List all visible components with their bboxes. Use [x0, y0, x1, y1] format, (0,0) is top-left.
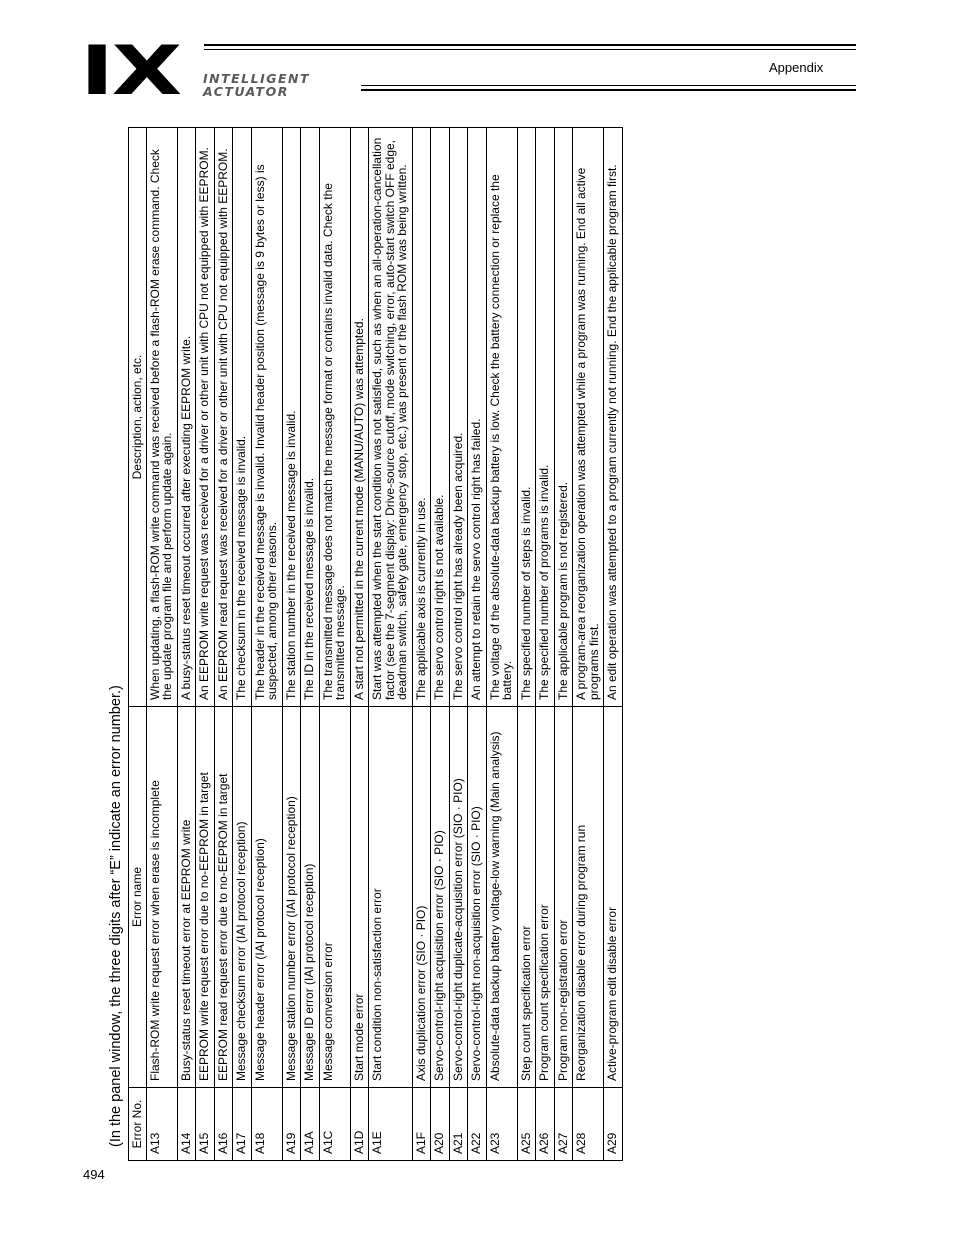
error-name-cell: Step count specification error	[517, 707, 536, 1088]
description-cell: The applicable axis is currently in use.	[412, 128, 431, 707]
error-name-cell: Busy-status reset timeout error at EEPROM write	[177, 707, 196, 1088]
error-number-cell: A13	[146, 1088, 177, 1161]
table-row	[369, 128, 413, 1161]
description-cell: An EEPROM read request was received for a driver or other unit with CPU not equipped with EEPROM.	[214, 128, 233, 707]
description-cell: The transmitted message does not match the message format or contains invalid data. Check the transmitted message.	[319, 128, 350, 707]
description-cell: The checksum in the received message is invalid.	[233, 128, 252, 707]
table-row	[517, 128, 536, 1161]
table-row	[233, 128, 252, 1161]
rotated-content	[108, 121, 778, 1161]
table-row	[214, 128, 233, 1161]
description-cell: The servo control right is not available.	[431, 128, 450, 707]
error-name-cell: Flash-ROM write request error when erase is incomplete	[146, 707, 177, 1088]
table-row	[146, 128, 177, 1161]
description-cell: The applicable program is not registered.	[554, 128, 573, 707]
ix-logo: IX	[80, 32, 180, 111]
logo-line-1: INTELLIGENT	[203, 71, 311, 86]
error-number-cell: A23	[486, 1088, 517, 1161]
error-name-cell: Start mode error	[350, 707, 369, 1088]
table-row	[431, 128, 450, 1161]
error-name-cell: Message station number error (IAI protocol reception)	[282, 707, 301, 1088]
table-row	[350, 128, 369, 1161]
column-header-error-name: Error name	[129, 707, 147, 1088]
logo-text	[203, 72, 310, 98]
error-number-cell: A29	[604, 1088, 623, 1161]
table-row	[196, 128, 215, 1161]
error-name-cell: EEPROM read request error due to no-EEPROM in target	[214, 707, 233, 1088]
description-cell: An edit operation was attempted to a program currently not running. End the applicable program first.	[604, 128, 623, 707]
description-cell: The station number in the received message is invalid.	[282, 128, 301, 707]
error-number-cell: A25	[517, 1088, 536, 1161]
error-number-cell: A20	[431, 1088, 450, 1161]
table-row	[319, 128, 350, 1161]
error-number-cell: A1A	[301, 1088, 320, 1161]
description-cell: A start not permitted in the current mode (MANU/AUTO) was attempted.	[350, 128, 369, 707]
logo-line-2: ACTUATOR	[203, 84, 289, 99]
table-row	[486, 128, 517, 1161]
table-row	[468, 128, 487, 1161]
table-row	[449, 128, 468, 1161]
error-name-cell: Axis duplication error (SIO · PIO)	[412, 707, 431, 1088]
error-name-cell: Absolute-data backup battery voltage-low warning (Main analysis)	[486, 707, 517, 1088]
header-rule	[204, 44, 856, 46]
error-name-cell: Servo-control-right duplicate-acquisition error (SIO · PIO)	[449, 707, 468, 1088]
error-number-cell: A14	[177, 1088, 196, 1161]
description-cell: An attempt to retain the servo control right has failed.	[468, 128, 487, 707]
table-row	[554, 128, 573, 1161]
section-title: Appendix	[769, 60, 824, 75]
column-header-error-no: Error No.	[129, 1088, 147, 1161]
description-cell: The servo control right has already been acquired.	[449, 128, 468, 707]
error-table	[128, 127, 623, 1161]
description-cell: Start was attempted when the start condition was not satisfied, such as when an all-operation-cancellation factor (see the 7-segment display: Drive-source cutoff, mode switching, error, auto-start switch OFF edge, deadman switch, safety gate, emergency stop, etc.) was present or the flash ROM was being written.	[369, 128, 413, 707]
header-rule	[361, 85, 856, 86]
error-name-cell: Program count specification error	[536, 707, 555, 1088]
error-name-cell: Reorganization disable error during program run	[573, 707, 604, 1088]
error-number-cell: A21	[449, 1088, 468, 1161]
error-name-cell: EEPROM write request error due to no-EEPROM in target	[196, 707, 215, 1088]
description-cell: An EEPROM write request was received for a driver or other unit with CPU not equipped with EEPROM.	[196, 128, 215, 707]
description-cell: The ID in the received message is invalid.	[301, 128, 320, 707]
error-name-cell: Start condition non-satisfaction error	[369, 707, 413, 1088]
table-header-row	[129, 128, 147, 1161]
column-header-description: Description, action, etc.	[129, 128, 147, 707]
error-number-cell: A19	[282, 1088, 301, 1161]
table-row	[251, 128, 282, 1161]
header-rule	[361, 89, 856, 91]
error-name-cell: Message ID error (IAI protocol reception)	[301, 707, 320, 1088]
page-number: 494	[83, 1167, 105, 1182]
table-row	[282, 128, 301, 1161]
description-cell: The header in the received message is invalid. Invalid header position (message is 9 bytes or less) is suspected, among other reasons.	[251, 128, 282, 707]
error-name-cell: Servo-control-right acquisition error (SIO · PIO)	[431, 707, 450, 1088]
error-name-cell: Message conversion error	[319, 707, 350, 1088]
error-number-cell: A1C	[319, 1088, 350, 1161]
error-number-cell: A27	[554, 1088, 573, 1161]
error-number-cell: A1D	[350, 1088, 369, 1161]
description-cell: The voltage of the absolute-data backup battery is low. Check the battery connection or replace the battery.	[486, 128, 517, 707]
table-row	[536, 128, 555, 1161]
table-row	[573, 128, 604, 1161]
error-number-cell: A15	[196, 1088, 215, 1161]
error-name-cell: Program non-registration error	[554, 707, 573, 1088]
error-number-cell: A16	[214, 1088, 233, 1161]
table-row	[604, 128, 623, 1161]
error-number-cell: A18	[251, 1088, 282, 1161]
error-name-cell: Message checksum error (IAI protocol reception)	[233, 707, 252, 1088]
error-name-cell: Message header error (IAI protocol reception)	[251, 707, 282, 1088]
error-number-cell: A22	[468, 1088, 487, 1161]
description-cell: The specified number of steps is invalid.	[517, 128, 536, 707]
table-row	[177, 128, 196, 1161]
error-number-cell: A17	[233, 1088, 252, 1161]
table-row	[412, 128, 431, 1161]
table-row	[301, 128, 320, 1161]
description-cell: The specified number of programs is invalid.	[536, 128, 555, 707]
error-number-cell: A28	[573, 1088, 604, 1161]
error-name-cell: Active-program edit disable error	[604, 707, 623, 1088]
error-number-cell: A1E	[369, 1088, 413, 1161]
error-number-cell: A26	[536, 1088, 555, 1161]
description-cell: A busy-status reset timeout occurred after executing EEPROM write.	[177, 128, 196, 707]
header-rule	[204, 49, 856, 50]
table-caption: (In the panel window, the three digits after “E” indicate an error number.)	[108, 685, 124, 1147]
description-cell: A program-area reorganization operation was attempted while a program was running. End all active programs first.	[573, 128, 604, 707]
error-name-cell: Servo-control-right non-acquisition error (SIO · PIO)	[468, 707, 487, 1088]
description-cell: When updating, a flash-ROM write command was received before a flash-ROM erase command. Check the update program file and perform update again.	[146, 128, 177, 707]
error-number-cell: A1F	[412, 1088, 431, 1161]
